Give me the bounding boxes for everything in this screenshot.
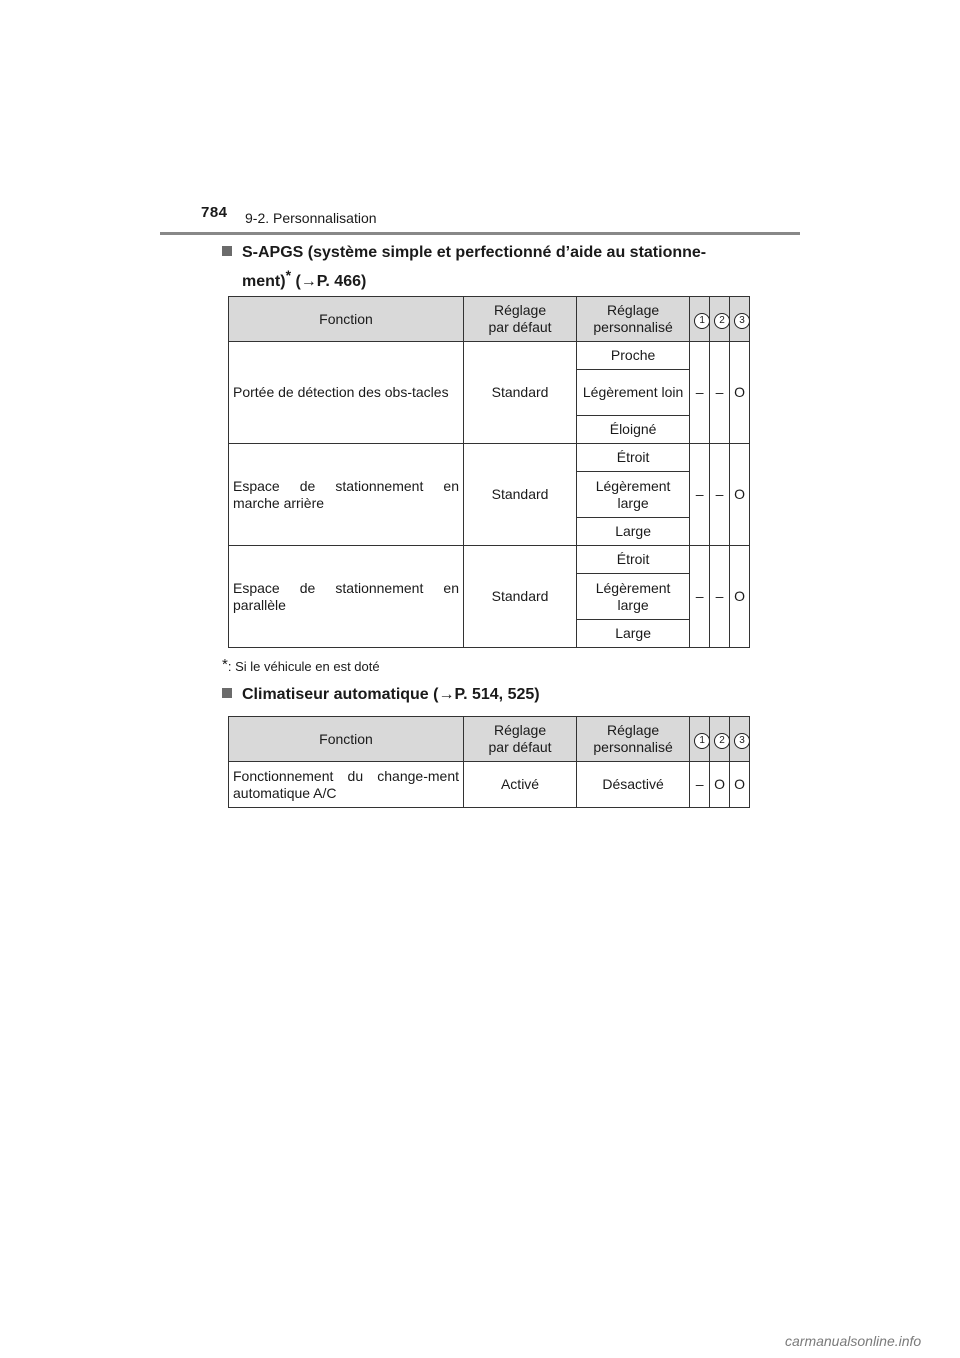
table-row — [229, 762, 750, 808]
footnote-text: : Si le véhicule en est doté — [227, 659, 380, 674]
sapgs-page-ref: (→P. 466) — [295, 273, 367, 290]
footnote-asterisk: * — [222, 656, 228, 673]
sapgs-heading — [222, 242, 706, 293]
table-row — [229, 444, 750, 472]
table-row — [229, 546, 750, 574]
row-option: Étroit — [577, 444, 690, 472]
row-c2: – — [710, 342, 730, 444]
section-title: 9-2. Personnalisation — [245, 210, 377, 226]
header-rule — [160, 232, 800, 235]
row-option: Légèrement large — [577, 574, 690, 620]
row-option: Éloigné — [577, 416, 690, 444]
row-option: Large — [577, 620, 690, 648]
circle-number-1: 1 — [694, 313, 710, 329]
header-col1 — [690, 717, 710, 762]
row-c1: – — [690, 546, 710, 648]
header-col3 — [730, 717, 750, 762]
row-default: Standard — [464, 546, 577, 648]
header-function: Fonction — [229, 297, 464, 342]
header-custom: Réglage personnalisé — [577, 297, 690, 342]
row-option: Proche — [577, 342, 690, 370]
asterisk-mark: * — [285, 267, 292, 283]
row-c1: – — [690, 762, 710, 808]
row-default: Activé — [464, 762, 577, 808]
row-default: Standard — [464, 342, 577, 444]
row-option: Légèrement loin — [577, 370, 690, 416]
bullet-square-icon — [222, 688, 232, 698]
row-function: Espace de stationnement en marche arrière — [229, 444, 464, 546]
circle-number-2: 2 — [714, 733, 730, 749]
table-header-row — [229, 297, 750, 342]
header-col2 — [710, 297, 730, 342]
footnote — [222, 656, 380, 674]
header-col1 — [690, 297, 710, 342]
climate-heading-text: Climatiseur automatique (→P. 514, 525) — [242, 686, 540, 703]
row-c2: – — [710, 546, 730, 648]
header-default: Réglage par défaut — [464, 297, 577, 342]
row-custom: Désactivé — [577, 762, 690, 808]
table-header-row — [229, 717, 750, 762]
row-option: Légèrement large — [577, 472, 690, 518]
row-c1: – — [690, 342, 710, 444]
table-row — [229, 342, 750, 370]
watermark: carmanualsonline.info — [785, 1333, 922, 1349]
row-c3: O — [730, 444, 750, 546]
bullet-square-icon — [222, 246, 232, 256]
circle-number-1: 1 — [694, 733, 710, 749]
row-c2: O — [710, 762, 730, 808]
header-col2 — [710, 717, 730, 762]
row-option: Étroit — [577, 546, 690, 574]
page-number: 784 — [201, 204, 228, 221]
sapgs-heading-line1: S-APGS (système simple et perfectionné d’aide au stationne- — [242, 244, 707, 261]
row-c1: – — [690, 444, 710, 546]
climate-heading — [222, 684, 540, 706]
header-function: Fonction — [229, 717, 464, 762]
climate-table — [228, 716, 750, 808]
row-function: Espace de stationnement en parallèle — [229, 546, 464, 648]
circle-number-2: 2 — [714, 313, 730, 329]
row-c2: – — [710, 444, 730, 546]
sapgs-heading-line2: ment) — [242, 273, 286, 290]
row-option: Large — [577, 518, 690, 546]
row-function: Portée de détection des obs-tacles — [229, 342, 464, 444]
row-c3: O — [730, 342, 750, 444]
circle-number-3: 3 — [734, 733, 750, 749]
sapgs-table — [228, 296, 750, 648]
header-custom: Réglage personnalisé — [577, 717, 690, 762]
row-c3: O — [730, 546, 750, 648]
header-col3 — [730, 297, 750, 342]
circle-number-3: 3 — [734, 313, 750, 329]
header-default: Réglage par défaut — [464, 717, 577, 762]
row-function: Fonctionnement du change-ment automatique A/C — [229, 762, 464, 808]
row-c3: O — [730, 762, 750, 808]
row-default: Standard — [464, 444, 577, 546]
